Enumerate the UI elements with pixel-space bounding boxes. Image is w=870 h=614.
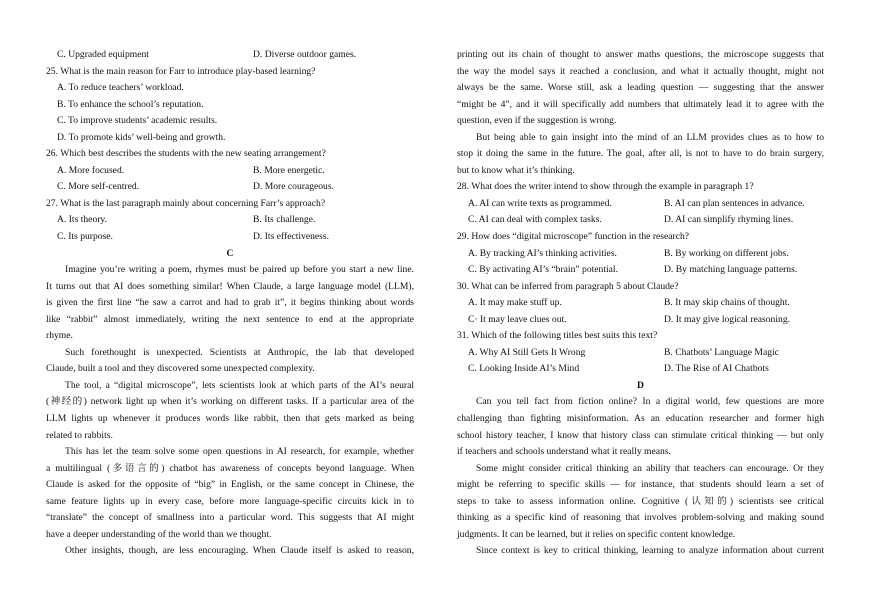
- text-line: the way the model says it reached a conclusion, and what it actually thought, might not: [457, 65, 824, 77]
- q30-option-c[interactable]: C· It may leave clues out.: [468, 313, 567, 325]
- passage-c-paragraph-1: [46, 262, 414, 345]
- text-line: challenging than fighting misinformation. As an education researcher and former high: [457, 413, 824, 425]
- q27-option-a[interactable]: A. Its theory.: [57, 214, 108, 226]
- left-column: [46, 47, 414, 560]
- text-line: Claude is asked for the opposite of “big” in English, or the same concept in Chinese, the: [46, 479, 414, 491]
- section-heading-c: C: [226, 247, 234, 259]
- text-line: Imagine you’re writing a poem, rhymes must be paired up before you start a new line.: [65, 264, 414, 276]
- passage-c-paragraph-5-continued: [457, 47, 824, 130]
- passage-c-paragraph-2: [46, 345, 414, 378]
- passage-d-paragraph-2: [457, 461, 824, 544]
- passage-d-paragraph-3: [457, 543, 824, 560]
- text-line: But being able to gain insight into the mind of an LLM provides clues as to how to: [476, 131, 824, 143]
- text-line: but to know what it’s thinking.: [457, 164, 575, 176]
- text-line: This has let the team solve some open questions in AI research, for example, whether: [65, 446, 414, 458]
- text-line: school history teacher, I know that history class can stimulate critical thinking — but only: [457, 429, 824, 441]
- q31-options-ab: [457, 345, 824, 362]
- text-line: The tool, a “digital microscope”, lets scientists look at which parts of the AI’s neural: [65, 379, 414, 391]
- q27-options-ab: [46, 212, 414, 229]
- text-line: It turns out that AI does something similar! When Claude, a large language model (LLM),: [46, 280, 414, 292]
- q24-options-cd: [46, 47, 414, 64]
- text-line: rhyme.: [46, 330, 73, 342]
- q26-option-a[interactable]: A. More focused.: [57, 164, 125, 176]
- section-heading-d: D: [637, 379, 644, 391]
- q31-option-b[interactable]: B. Chatbots’ Language Magic: [664, 346, 779, 358]
- q31-stem: 31. Which of the following titles best suits this text?: [457, 330, 658, 342]
- q30-option-b[interactable]: B. It may skip chains of thought.: [664, 297, 790, 309]
- q27-options-cd: [46, 229, 414, 246]
- passage-c-paragraph-6: [457, 130, 824, 180]
- q29-stem: 29. How does “digital microscope” function in the research?: [457, 231, 690, 243]
- text-line: “translate” the concept of smallness into a particular word. This suggests that AI might: [46, 512, 414, 524]
- q25-option-d[interactable]: D. To promote kids’ well-being and growth.: [57, 131, 226, 143]
- q29-options-ab: [457, 246, 824, 263]
- q26-options-cd: [46, 179, 414, 196]
- q31-option-a[interactable]: A. Why AI Still Gets It Wrong: [468, 346, 586, 358]
- q29-option-c[interactable]: C. By activating AI’s “brain” potential.: [468, 264, 619, 276]
- q29-option-a[interactable]: A. By tracking AI’s thinking activities.: [468, 247, 617, 259]
- text-line: a multilingual (多语言的) chatbot has awareness of concepts beyond language. When: [46, 462, 414, 474]
- q28-stem: 28. What does the writer intend to show through the example in paragraph 1?: [457, 181, 754, 193]
- q28-option-d[interactable]: D. AI can simplify rhyming lines.: [664, 214, 794, 226]
- q25-stem: 25. What is the main reason for Farr to introduce play-based learning?: [46, 65, 316, 77]
- text-line: Since context is key to critical thinking, learning to analyze information about current: [476, 545, 824, 557]
- passage-c-paragraph-5: [46, 543, 414, 560]
- text-line: Claude, built a tool and they discovered some unexpected complexity.: [46, 363, 315, 375]
- text-line: question, even if the suggestion is wrong.: [457, 115, 617, 127]
- q28-options-ab: [457, 196, 824, 213]
- q29-option-d[interactable]: D. By matching language patterns.: [664, 264, 798, 276]
- text-line: if teachers and schools understand what it really means.: [457, 446, 671, 458]
- passage-d-paragraph-1: [457, 394, 824, 460]
- q24-option-d[interactable]: D. Diverse outdoor games.: [253, 49, 357, 60]
- passage-c-paragraph-3: [46, 378, 414, 444]
- text-line: related to rabbits.: [46, 429, 113, 441]
- q31-options-cd: [457, 361, 824, 378]
- text-line: steps to take to assess information online. Cognitive (认知的) scientists see critical: [457, 495, 824, 507]
- text-line: might be referring to specific skills — for instance, that students should learn a set of: [457, 479, 824, 491]
- text-line: Can you tell fact from fiction online? In a digital world, few questions are more: [476, 396, 824, 408]
- text-line: “might be 4”, and it will specifically add numbers that ultimately lead it to agree with the: [457, 98, 824, 110]
- text-line: thinking as a specific kind of reasoning that involves problem-solving and making sound: [457, 512, 824, 524]
- q28-options-cd: [457, 212, 824, 229]
- q25-option-a[interactable]: A. To reduce teachers’ workload.: [57, 82, 184, 94]
- text-line: Such forethought is unexpected. Scientists at Anthropic, the lab that developed: [65, 346, 414, 358]
- q26-option-b[interactable]: B. More energetic.: [253, 164, 325, 176]
- q30-stem: 30. What can be inferred from paragraph 5 about Claude?: [457, 280, 679, 292]
- q29-options-cd: [457, 262, 824, 279]
- right-column: [457, 47, 824, 560]
- q30-options-ab: [457, 295, 824, 312]
- passage-c-paragraph-4: [46, 444, 414, 543]
- q30-option-d[interactable]: D. It may give logical reasoning.: [664, 313, 791, 325]
- text-line: stop it doing the same in the future. The goal, after all, is not to have to do brain surgery,: [457, 148, 824, 160]
- text-line: always be the same. Worse still, ask a leading question — suggesting that the answer: [457, 82, 824, 94]
- text-line: is given the first line “he saw a carrot and had to grab it”, it begins thinking about words: [46, 297, 414, 309]
- text-line: Other insights, though, are less encouraging. When Claude itself is asked to reason,: [65, 545, 414, 557]
- text-line: like “rabbit” almost immediately, writing the next sentence to end at the appropriate: [46, 313, 414, 325]
- q24-option-c[interactable]: C. Upgraded equipment: [57, 49, 149, 60]
- q30-option-a[interactable]: A. It may make stuff up.: [468, 297, 562, 309]
- q28-option-a[interactable]: A. AI can write texts as programmed.: [468, 197, 612, 209]
- q25-option-c[interactable]: C. To improve students’ academic results.: [57, 115, 218, 127]
- text-line: printing out its chain of thought to answer maths questions, the microscope suggests that: [457, 49, 824, 60]
- q26-option-c[interactable]: C. More self-centred.: [57, 181, 140, 193]
- q26-options-ab: [46, 163, 414, 180]
- q27-option-c[interactable]: C. Its purpose.: [57, 231, 113, 243]
- q28-option-b[interactable]: B. AI can plan sentences in advance.: [664, 197, 805, 209]
- q31-option-c[interactable]: C. Looking Inside AI’s Mind: [468, 363, 580, 375]
- text-line: (神经的) network light up when it’s working on different tasks. If a particular area of the: [46, 396, 414, 408]
- q30-options-cd: [457, 312, 824, 329]
- q27-option-d[interactable]: D. Its effectiveness.: [253, 231, 330, 243]
- q25-option-b[interactable]: B. To enhance the school’s reputation.: [57, 98, 204, 110]
- q26-option-d[interactable]: D. More courageous.: [253, 181, 334, 193]
- text-line: same feature lights up in every case, before more language-specific circuits kick in to: [46, 495, 414, 507]
- q31-option-d[interactable]: D. The Rise of AI Chatbots: [664, 363, 769, 375]
- q28-option-c[interactable]: C. AI can deal with complex tasks.: [468, 214, 602, 226]
- q27-option-b[interactable]: B. Its challenge.: [253, 214, 316, 226]
- text-line: judgments. It can be learned, but it relies on specific content knowledge.: [457, 528, 736, 540]
- text-line: have a deeper understanding of the world than we thought.: [46, 528, 272, 540]
- q27-stem: 27. What is the last paragraph mainly about concerning Farr’s approach?: [46, 197, 326, 209]
- text-line: Some might consider critical thinking an ability that teachers can encourage. Or they: [476, 462, 824, 474]
- q29-option-b[interactable]: B. By working on different jobs.: [664, 247, 789, 259]
- text-line: LLM lights up whenever it produces words like rabbit, then that gets marked as being: [46, 413, 414, 425]
- q26-stem: 26. Which best describes the students with the new seating arrangement?: [46, 148, 326, 160]
